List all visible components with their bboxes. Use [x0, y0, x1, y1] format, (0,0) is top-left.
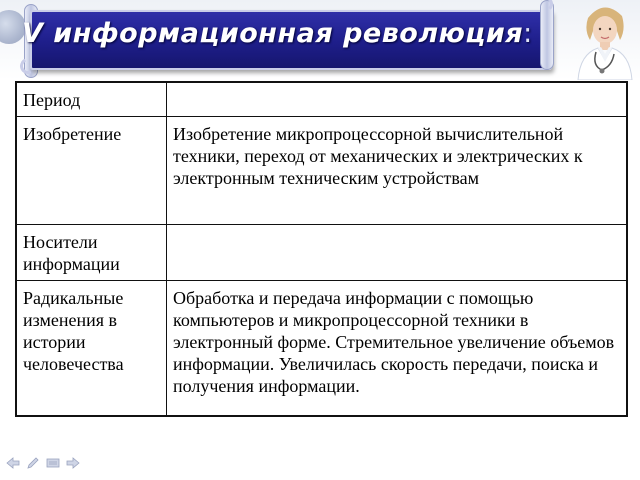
row-label-changes: Радикальные изменения в истории человечества [16, 280, 167, 416]
table-row [16, 280, 627, 416]
table-row [16, 82, 627, 116]
row-label-media: Носители информации [16, 224, 167, 280]
row-value-period [167, 82, 628, 116]
next-arrow-icon[interactable] [66, 456, 80, 474]
menu-icon[interactable] [46, 456, 60, 474]
row-value-changes: Обработка и передача информации с помощью компьютеров и микропроцессорной техники в электронный форме. Стремительное увеличение объемов информации. Увеличилась скорость передачи, поиска и получения информации. [167, 280, 628, 416]
row-value-invention: Изобретение микропроцессорной вычислительной техники, переход от механических и электрических к электронным техническим устройствам [167, 116, 628, 224]
prev-arrow-icon[interactable] [6, 456, 20, 474]
doctor-illustration [568, 0, 640, 80]
table-row [16, 116, 627, 224]
table-row [16, 224, 627, 280]
page-title [22, 18, 582, 49]
pen-icon[interactable] [26, 456, 40, 474]
row-label-invention: Изобретение [16, 116, 167, 224]
row-value-media [167, 224, 628, 280]
info-table [15, 81, 628, 417]
slide-navigation [6, 457, 80, 473]
page-title-suffix: : [523, 18, 533, 49]
row-label-period: Период [16, 82, 167, 116]
page-title-text: V информационная революция [22, 18, 524, 49]
